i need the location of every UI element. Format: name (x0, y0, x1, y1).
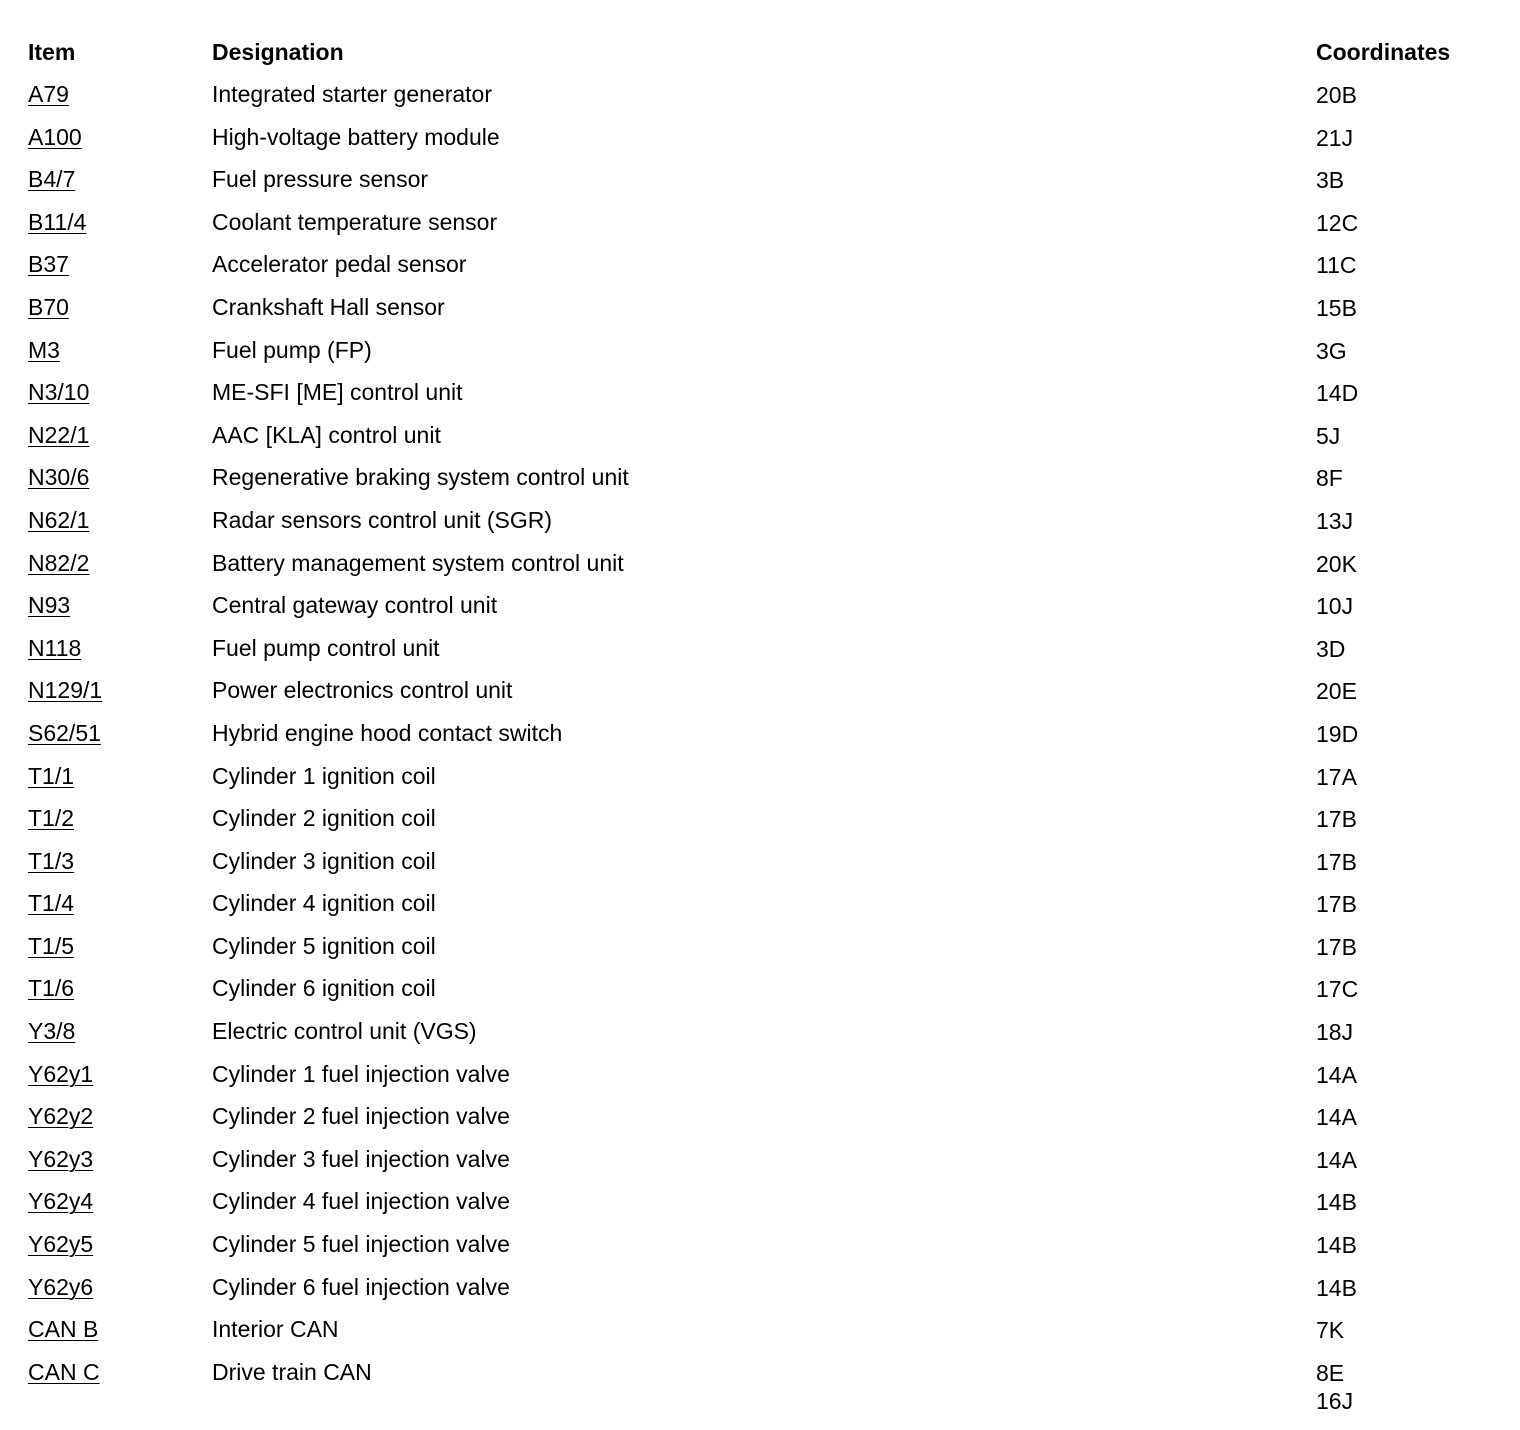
coordinate-value: 17B (1316, 933, 1357, 960)
item-link[interactable]: B4/7 (28, 166, 76, 193)
header-designation: Designation (212, 39, 344, 65)
item-cell (28, 1018, 75, 1044)
table-row (28, 885, 1498, 928)
item-link[interactable]: Y62y4 (28, 1188, 94, 1215)
coordinates-cell (1316, 251, 1357, 279)
item-cell (28, 720, 101, 746)
designation-cell: Electric control unit (VGS) (212, 1018, 477, 1045)
coordinates-cell (1316, 1146, 1357, 1174)
item-cell (28, 550, 89, 576)
item-cell (28, 1061, 93, 1087)
table-row (28, 1269, 1498, 1312)
item-cell (28, 209, 86, 235)
item-cell (28, 422, 89, 448)
coordinates-cell (1316, 294, 1357, 322)
designation-cell: Cylinder 2 ignition coil (212, 805, 436, 832)
coordinates-cell (1316, 422, 1340, 450)
item-link[interactable]: T1/5 (28, 932, 75, 959)
coordinates-cell (1316, 933, 1357, 961)
header-item: Item (28, 39, 76, 65)
item-cell (28, 635, 81, 661)
item-cell (28, 124, 82, 150)
item-link[interactable]: Y62y2 (28, 1103, 94, 1130)
coordinates-cell (1316, 507, 1353, 535)
table-row (28, 843, 1498, 886)
item-cell (28, 1316, 98, 1342)
coordinates-cell (1316, 890, 1357, 918)
item-link[interactable]: B70 (28, 293, 69, 320)
coordinate-value: 18J (1316, 1019, 1354, 1046)
component-legend-table (28, 34, 1498, 1414)
table-row (28, 1183, 1498, 1226)
coordinate-value: 10J (1316, 593, 1354, 620)
coordinate-value: 13J (1316, 507, 1354, 534)
coordinates-cell (1316, 805, 1357, 833)
designation-cell: Drive train CAN (212, 1358, 372, 1385)
designation-cell: Cylinder 5 fuel injection valve (212, 1231, 510, 1258)
item-cell (28, 507, 89, 533)
coordinate-value: 21J (1316, 124, 1354, 151)
item-cell (28, 379, 89, 405)
coordinate-value: 15B (1316, 294, 1357, 321)
table-body (28, 76, 1498, 1414)
item-cell (28, 1146, 93, 1172)
item-cell (28, 975, 74, 1001)
coordinate-value: 20K (1316, 550, 1357, 577)
item-cell (28, 1359, 100, 1385)
coordinate-value: 14A (1316, 1146, 1357, 1173)
coordinate-value: 3D (1316, 635, 1346, 662)
item-link[interactable]: A100 (28, 123, 82, 150)
coordinates-cell (1316, 1188, 1357, 1216)
table-row (28, 374, 1498, 417)
coordinate-value: 20B (1316, 82, 1357, 108)
coordinate-value: 5J (1316, 422, 1341, 449)
table-row (28, 332, 1498, 375)
coordinates-cell (1316, 975, 1358, 1003)
item-link[interactable]: T1/4 (28, 890, 75, 917)
coordinates-cell (1316, 464, 1343, 492)
designation-cell: High-voltage battery module (212, 123, 500, 150)
designation-cell: AAC [KLA] control unit (212, 421, 441, 448)
coordinates-cell (1316, 1018, 1353, 1046)
coordinate-value: 3G (1316, 337, 1347, 364)
designation-cell: Integrated starter generator (212, 81, 492, 107)
table-row (28, 715, 1498, 758)
item-cell (28, 1188, 93, 1214)
item-cell (28, 592, 70, 618)
item-cell (28, 1103, 93, 1129)
coordinates-cell (1316, 677, 1357, 705)
designation-cell: Crankshaft Hall sensor (212, 293, 445, 320)
item-cell (28, 805, 74, 831)
item-cell (28, 1274, 93, 1300)
table-row (28, 1141, 1498, 1184)
designation-cell: Fuel pump control unit (212, 634, 440, 661)
designation-cell: Battery management system control unit (212, 549, 624, 576)
coordinates-cell (1316, 124, 1353, 152)
designation-cell: Cylinder 3 fuel injection valve (212, 1145, 510, 1172)
coordinates-cell (1316, 1316, 1344, 1344)
coordinates-cell (1316, 1061, 1357, 1089)
coordinate-value: 16J (1316, 1387, 1354, 1414)
table-row (28, 459, 1498, 502)
table-row (28, 1354, 1498, 1414)
item-cell (28, 933, 74, 959)
designation-cell: Central gateway control unit (212, 592, 498, 619)
designation-cell: Cylinder 6 fuel injection valve (212, 1273, 510, 1300)
item-cell (28, 294, 69, 320)
coordinates-cell (1316, 81, 1357, 109)
table-header-row (28, 34, 1498, 76)
item-cell (28, 763, 74, 789)
coordinate-value: 17A (1316, 763, 1357, 790)
coordinates-cell (1316, 337, 1347, 365)
designation-cell: Interior CAN (212, 1316, 339, 1343)
coordinate-value: 14A (1316, 1061, 1357, 1088)
item-link[interactable]: B37 (28, 251, 69, 278)
item-cell (28, 890, 74, 916)
item-link[interactable]: Y62y3 (28, 1145, 94, 1172)
item-link[interactable]: N118 (28, 634, 82, 661)
designation-cell: Cylinder 1 ignition coil (212, 762, 436, 789)
designation-cell: Regenerative braking system control unit (212, 464, 629, 491)
coordinate-value: 12C (1316, 209, 1359, 236)
designation-cell: Fuel pressure sensor (212, 166, 429, 193)
designation-cell: Fuel pump (FP) (212, 336, 372, 363)
table-row (28, 204, 1498, 247)
table-row (28, 800, 1498, 843)
coordinate-value: 17C (1316, 976, 1359, 1003)
table-row (28, 587, 1498, 630)
item-link[interactable]: N82/2 (28, 549, 90, 576)
item-cell (28, 677, 102, 703)
item-link[interactable]: Y62y5 (28, 1231, 94, 1258)
coordinates-cell (1316, 1103, 1357, 1131)
header-coordinates: Coordinates (1316, 39, 1451, 65)
item-cell (28, 1231, 93, 1257)
item-cell (28, 166, 75, 192)
table-row (28, 1226, 1498, 1269)
coordinate-value: 14D (1316, 380, 1359, 407)
designation-cell: Power electronics control unit (212, 677, 513, 704)
table-row (28, 1013, 1498, 1056)
coordinate-value: 8E (1316, 1359, 1345, 1386)
table-row (28, 1311, 1498, 1354)
item-link[interactable]: CAN C (28, 1358, 100, 1385)
table-row (28, 246, 1498, 289)
table-row (28, 161, 1498, 204)
coordinate-value: 14B (1316, 1274, 1357, 1301)
designation-cell: Cylinder 3 ignition coil (212, 847, 436, 874)
table-row (28, 502, 1498, 545)
designation-cell: Cylinder 6 ignition coil (212, 975, 436, 1002)
item-cell (28, 848, 74, 874)
item-cell (28, 464, 89, 490)
designation-cell: Radar sensors control unit (SGR) (212, 506, 553, 533)
item-link[interactable]: M3 (28, 336, 60, 363)
coordinate-value: 17B (1316, 891, 1357, 918)
coordinates-cell (1316, 209, 1358, 237)
designation-cell: Cylinder 1 fuel injection valve (212, 1060, 510, 1087)
table-row (28, 928, 1498, 971)
item-cell (28, 251, 69, 277)
item-link[interactable]: T1/2 (28, 805, 75, 832)
designation-cell: Cylinder 5 ignition coil (212, 932, 436, 959)
item-link[interactable]: N93 (28, 592, 71, 619)
coordinate-value: 8F (1316, 465, 1343, 492)
item-link[interactable]: B11/4 (28, 208, 87, 235)
item-link[interactable]: T1/3 (28, 847, 75, 874)
table-row (28, 119, 1498, 162)
item-link[interactable]: Y3/8 (28, 1018, 76, 1045)
coordinates-cell (1316, 550, 1357, 578)
coordinates-cell (1316, 1274, 1357, 1302)
coordinates-cell (1316, 763, 1357, 791)
table-row (28, 76, 1498, 119)
designation-cell: Hybrid engine hood contact switch (212, 719, 563, 746)
table-row (28, 970, 1498, 1013)
table-row (28, 758, 1498, 801)
coordinate-value: 17B (1316, 848, 1357, 875)
coordinates-cell (1316, 166, 1344, 194)
coordinate-value: 7K (1316, 1317, 1345, 1344)
item-link[interactable]: T1/1 (28, 762, 75, 789)
coordinate-value: 14B (1316, 1232, 1357, 1259)
item-cell (28, 337, 60, 363)
coordinates-cell (1316, 1359, 1353, 1415)
item-link[interactable]: N129/1 (28, 677, 103, 704)
table-row (28, 630, 1498, 673)
item-link[interactable]: N22/1 (28, 421, 90, 448)
table-row (28, 289, 1498, 332)
item-link[interactable]: CAN B (28, 1316, 99, 1343)
coordinates-cell (1316, 635, 1345, 663)
coordinates-cell (1316, 720, 1358, 748)
table-row (28, 1056, 1498, 1099)
coordinates-cell (1316, 379, 1358, 407)
coordinates-cell (1316, 592, 1353, 620)
coordinate-value: 11C (1316, 252, 1357, 279)
item-link[interactable]: N30/6 (28, 464, 90, 491)
table-row (28, 545, 1498, 588)
coordinates-cell (1316, 1231, 1357, 1259)
coordinate-value: 17B (1316, 806, 1357, 833)
designation-cell: ME-SFI [ME] control unit (212, 379, 463, 406)
item-link[interactable]: A79 (28, 81, 69, 107)
item-link[interactable]: N3/10 (28, 379, 90, 406)
item-link[interactable]: S62/51 (28, 719, 101, 746)
table-row (28, 1098, 1498, 1141)
item-link[interactable]: N62/1 (28, 506, 90, 533)
designation-cell: Accelerator pedal sensor (212, 251, 467, 278)
coordinate-value: 3B (1316, 167, 1345, 194)
item-link[interactable]: Y62y1 (28, 1060, 94, 1087)
item-link[interactable]: T1/6 (28, 975, 75, 1002)
coordinate-value: 19D (1316, 720, 1359, 747)
item-cell (28, 81, 69, 107)
coordinate-value: 14A (1316, 1104, 1357, 1131)
designation-cell: Cylinder 4 fuel injection valve (212, 1188, 510, 1215)
designation-cell: Cylinder 4 ignition coil (212, 890, 436, 917)
designation-cell: Coolant temperature sensor (212, 208, 498, 235)
item-link[interactable]: Y62y6 (28, 1273, 94, 1300)
table-row (28, 672, 1498, 715)
coordinate-value: 14B (1316, 1189, 1357, 1216)
coordinates-cell (1316, 848, 1357, 876)
coordinate-value: 20E (1316, 678, 1357, 705)
table-row (28, 417, 1498, 460)
designation-cell: Cylinder 2 fuel injection valve (212, 1103, 510, 1130)
